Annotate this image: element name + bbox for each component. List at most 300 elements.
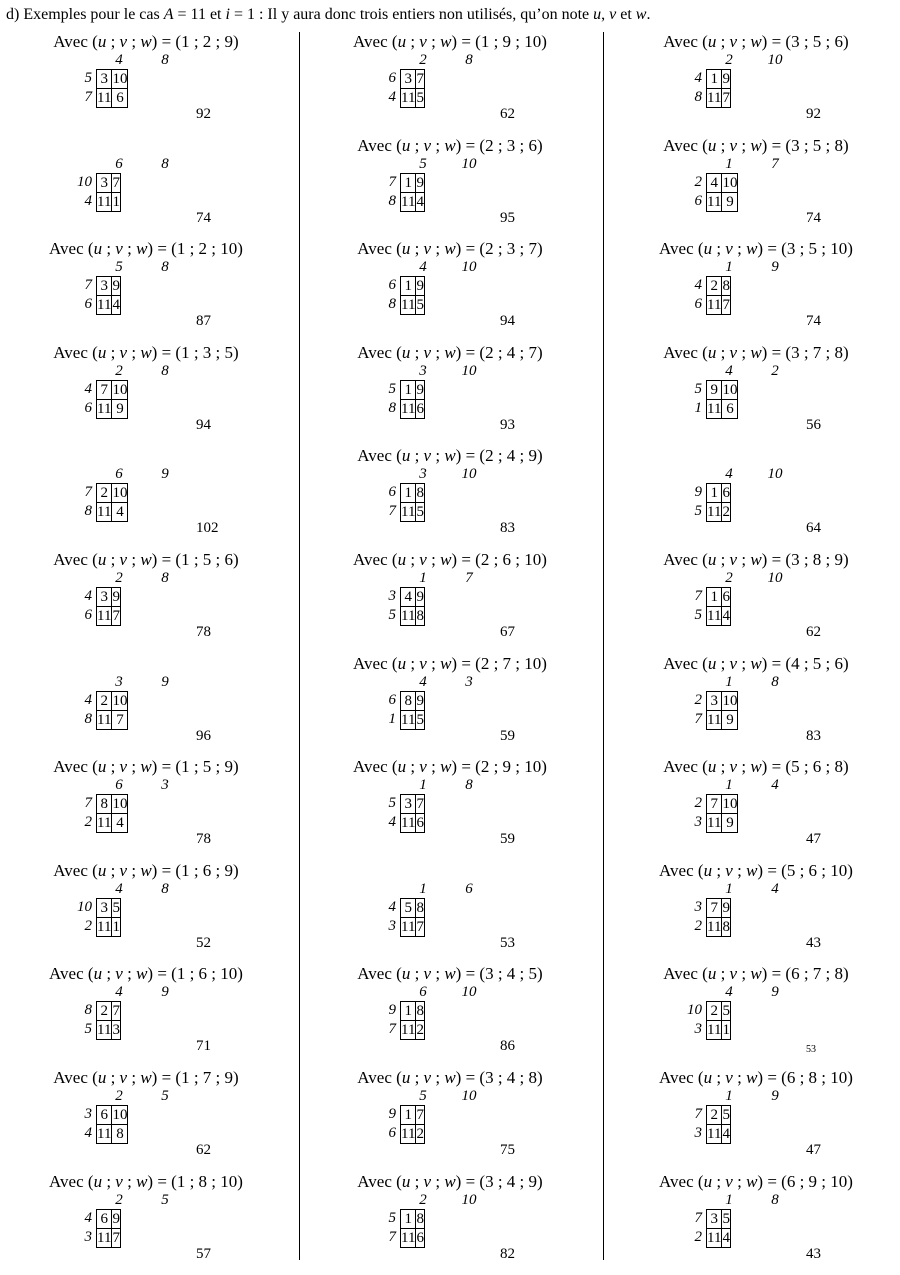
caption-var-v: v [119,757,128,777]
caption-var-u: u [703,239,713,259]
grid-cell: 10 [722,692,738,709]
grid-row [707,1209,731,1228]
grid-cell: 3 [97,277,112,296]
caption-var-v: v [119,1068,128,1087]
caption-sep: ; [406,757,420,777]
example-caption [0,239,292,259]
grid-cell: 4 [112,814,128,833]
grid-cell: 1 [401,484,416,503]
caption-var-u: u [401,1068,411,1087]
caption-avec: Avec ( [53,550,98,569]
block-total: 74 [806,209,821,226]
example-block [0,446,300,550]
caption-avec: Avec ( [663,135,708,155]
grid-cell: 9 [707,380,722,399]
example-caption [304,343,596,363]
caption-close: ) = [455,239,480,259]
caption-sep: ; [127,757,141,777]
caption-var-v: v [725,1068,733,1087]
caption-sep: ; [410,446,424,466]
grid-row [401,70,425,89]
grid-table [706,1209,731,1248]
caption-sep: ; [127,550,141,569]
grid-cell: 11 [401,193,416,210]
column-label: 4 [419,259,427,276]
grid-row [97,1021,121,1040]
caption-close: ) = [455,446,480,466]
grid-cell: 2 [97,1002,112,1021]
block-total: 95 [500,209,515,226]
caption-triple: (1 ; 2 ; 9) [175,32,239,51]
grid-cell: 11 [97,1229,112,1246]
grid-table [706,794,738,833]
caption-sep: ; [127,860,141,880]
grid-table [96,794,128,833]
caption-sep: ; [712,239,726,259]
caption-avec: Avec ( [659,1171,704,1191]
block-total: 93 [500,416,515,433]
grid-table [96,1105,128,1144]
example-caption [610,136,900,156]
caption-var-u: u [707,757,717,777]
grid-row [401,795,425,814]
grid-cell: 5 [112,899,120,916]
caption-var-w: w [140,342,152,362]
grid-row [97,1125,128,1144]
block-total: 83 [500,520,515,537]
row-label: 7 [694,1106,702,1122]
grid-cell: 1 [401,1106,416,1125]
grid-row [401,484,425,503]
caption-triple: (1 ; 8 ; 10) [171,1171,243,1191]
grid-table [706,898,731,937]
caption-avec: Avec ( [357,342,402,362]
block-total: 71 [196,1038,211,1055]
grid-cell: 11 [707,608,722,624]
grid-row [97,1106,128,1125]
row-label: 10 [77,173,92,190]
row-label: 4 [694,70,702,86]
caption-var-w: w [746,1171,758,1191]
caption-var-w: w [750,342,762,362]
caption-sep: ; [431,1068,445,1087]
caption-avec: Avec ( [353,32,398,51]
grid-table [706,587,731,626]
caption-sep: ; [102,239,116,259]
row-label: 6 [84,607,92,623]
row-label: 7 [388,1021,396,1038]
caption-sep: ; [737,342,751,362]
example-caption [610,861,900,881]
caption-sep: ; [431,1171,445,1191]
row-label: 6 [388,1125,396,1141]
caption-triple: (2 ; 3 ; 7) [479,239,543,259]
row-label: 6 [84,399,92,416]
row-label: 2 [694,917,702,934]
grid-cell: 5 [416,504,424,521]
grid-cell: 4 [401,588,416,607]
grid-row [401,1209,425,1228]
row-label: 4 [388,89,396,105]
grid-cell: 6 [416,1229,424,1246]
row-label: 1 [388,710,396,727]
caption-var-v: v [419,550,427,569]
example-block [0,654,300,758]
block-total: 78 [196,624,211,640]
row-label: 7 [388,173,396,190]
column-label: 10 [461,1191,477,1208]
column-label: 5 [419,155,427,172]
grid-cell: 5 [722,1107,730,1123]
caption-sep: ; [716,135,730,155]
column-label: 6 [465,880,473,897]
example-caption [0,550,292,570]
example-caption [0,1172,292,1192]
caption-triple: (1 ; 2 ; 10) [171,239,243,259]
block-total: 86 [500,1038,515,1055]
column-label: 9 [771,259,779,276]
grid-cell: 7 [112,174,120,191]
caption-var-v: v [725,1171,733,1191]
grid-row [97,607,121,626]
column-label: 10 [461,466,477,483]
caption-triple: (3 ; 7 ; 8) [785,342,849,362]
grid-cell: 9 [416,692,424,709]
caption-sep: ; [716,342,730,362]
grid-cell: 2 [707,1002,722,1021]
grid-cell: 7 [722,90,730,106]
caption-sep: ; [106,757,120,777]
row-label: 2 [84,814,92,831]
example-block [0,239,300,343]
example-caption [610,32,900,52]
grid-cell: 11 [97,815,112,832]
caption-var-u: u [707,342,717,362]
block-total: 94 [196,416,211,433]
grid-table [96,69,128,108]
grid-cell: 7 [97,380,112,399]
row-label: 6 [694,192,702,209]
grid-cell: 10 [722,381,738,398]
block-total: 59 [500,831,515,848]
column-label: 4 [115,52,123,68]
caption-var-v: v [423,135,432,155]
grid-row [707,710,738,729]
grid-table [400,1105,425,1144]
column-label: 2 [725,52,733,68]
grid-cell: 8 [416,485,424,502]
row-label: 4 [84,1125,92,1141]
column-label: 1 [725,259,733,276]
caption-var-u: u [97,342,107,362]
grid-cell: 9 [112,589,120,605]
column-label: 4 [771,777,779,794]
grid-cell: 11 [97,1022,112,1039]
example-block [304,1172,604,1275]
grid-cell: 10 [112,71,128,87]
block-total: 56 [806,416,821,433]
example-caption [610,1068,900,1088]
grid-cell: 3 [97,173,112,192]
row-label: 10 [687,1002,702,1019]
row-label: 5 [388,380,396,397]
caption-var-v: v [423,1068,432,1087]
caption-avec: Avec ( [663,653,708,673]
example-caption [610,757,900,777]
example-caption [0,343,292,363]
caption-var-v: v [115,1171,123,1191]
grid-row [401,1228,425,1247]
grid-row [707,1106,731,1125]
grid-row [707,1002,731,1021]
grid-cell: 11 [401,400,416,417]
example-caption [304,446,596,466]
caption-triple: (4 ; 5 ; 6) [785,653,849,673]
caption-sep: ; [106,860,120,880]
block-total: 94 [500,313,515,330]
caption-sep: ; [716,653,730,673]
caption-triple: (2 ; 3 ; 6) [479,135,543,155]
grid-cell: 6 [97,1106,112,1125]
grid-row [97,484,128,503]
caption-var-u: u [401,446,411,466]
caption-var-v: v [729,757,738,777]
block-total: 64 [806,520,821,537]
caption-triple: (5 ; 6 ; 10) [781,860,853,880]
grid-cell: 11 [97,1126,112,1142]
column-label: 9 [771,1088,779,1104]
caption-triple: (1 ; 9 ; 10) [475,32,547,51]
grid-row [97,588,121,607]
column-label: 4 [725,362,733,379]
grid-cell: 9 [416,589,424,605]
example-caption [0,757,292,777]
caption-close: ) = [151,550,176,569]
block-total: 87 [196,313,211,330]
example-caption [0,1068,292,1088]
grid-cell: 4 [722,1229,730,1246]
grid-cell: 4 [112,297,120,314]
grid-cell: 3 [97,898,112,917]
row-label: 5 [84,70,92,86]
column-label: 4 [771,880,779,897]
grid-cell: 8 [97,795,112,814]
column-label: 1 [419,880,427,897]
grid-cell: 8 [416,899,424,916]
grid-cell: 7 [707,795,722,814]
row-label: 6 [388,484,396,501]
row-label: 7 [694,1209,702,1226]
grid-row [401,1002,425,1021]
caption-var-v: v [419,757,427,777]
caption-var-v: v [119,860,128,880]
grid-table [400,794,425,833]
grid-cell: 3 [707,1209,722,1228]
grid-cell: 5 [722,1210,730,1227]
grid-cell: 3 [112,1022,120,1039]
column-label: 10 [461,259,477,276]
column-label: 10 [461,984,477,1001]
row-label: 5 [388,795,396,812]
grid-cell: 11 [97,918,112,935]
caption-sep: ; [737,757,751,777]
block-total: 59 [500,727,515,744]
column-label: 8 [465,52,473,68]
caption-close: ) = [761,342,786,362]
grid-cell: 9 [722,899,730,916]
grid-table [96,587,121,626]
column-label: 2 [771,362,779,379]
block-total: 62 [196,1142,211,1158]
row-label: 2 [694,795,702,812]
caption-close: ) = [761,653,786,673]
grid-row [707,89,731,108]
row-label: 5 [388,607,396,623]
grid-table [96,898,121,937]
heading-text: i [225,6,230,23]
column-label: 2 [115,362,123,379]
caption-close: ) = [455,964,480,984]
caption-var-u: u [401,239,411,259]
caption-avec: Avec ( [353,757,398,777]
grid-cell: 2 [97,484,112,503]
row-label: 2 [84,917,92,934]
grid-cell: 4 [722,1126,730,1142]
row-label: 7 [84,484,92,501]
column-label: 2 [115,1088,123,1104]
block-total: 52 [196,934,211,951]
caption-var-w: w [746,1068,758,1087]
example-block [610,964,900,1068]
grid-cell: 11 [707,918,722,935]
block-total: 82 [500,1245,515,1262]
caption-var-v: v [419,32,427,51]
caption-sep: ; [102,964,116,984]
caption-avec: Avec ( [53,757,98,777]
grid-row [401,1106,425,1125]
caption-var-v: v [729,135,738,155]
grid-cell: 11 [401,90,416,106]
grid-cell: 11 [707,297,722,314]
caption-close: ) = [757,239,782,259]
caption-avec: Avec ( [663,964,708,984]
caption-triple: (3 ; 4 ; 5) [479,964,543,984]
caption-sep: ; [410,1068,424,1087]
grid-table [400,483,425,522]
caption-sep: ; [410,135,424,155]
grid-row [707,192,738,211]
grid-row [401,89,425,108]
row-label: 8 [694,89,702,105]
caption-var-u: u [93,964,103,984]
grid-cell: 11 [401,1022,416,1039]
row-label: 3 [694,1125,702,1141]
row-label: 5 [84,1021,92,1038]
column-label: 6 [115,466,123,483]
caption-triple: (3 ; 5 ; 10) [781,239,853,259]
grid-table [96,276,121,315]
grid-cell: 8 [416,1210,424,1227]
caption-var-v: v [423,342,432,362]
grid-table [400,691,425,730]
caption-var-u: u [97,1068,107,1087]
grid-row [401,399,425,418]
grid-cell: 11 [97,711,112,728]
caption-var-u: u [401,342,411,362]
caption-triple: (2 ; 9 ; 10) [475,757,547,777]
grid-row [97,503,128,522]
grid-row [97,89,128,108]
caption-close: ) = [761,964,786,984]
grid-cell: 11 [401,815,416,832]
caption-var-u: u [97,757,107,777]
caption-triple: (3 ; 8 ; 9) [785,550,849,569]
grid-cell: 11 [707,815,722,832]
column-label: 8 [161,362,169,379]
example-block [610,239,900,343]
caption-triple: (1 ; 7 ; 9) [175,1068,239,1087]
example-caption [610,964,900,984]
block-total: 47 [806,1142,821,1158]
grid-table [706,380,738,419]
row-label: 6 [694,296,702,313]
caption-var-v: v [423,446,432,466]
column-label: 5 [161,1191,169,1208]
column-label: 7 [771,155,779,172]
column-label: 5 [419,1088,427,1104]
grid-cell: 5 [416,711,424,728]
caption-var-u: u [97,32,107,51]
grid-row [707,814,738,833]
caption-var-w: w [444,239,456,259]
grid-cell: 6 [416,815,424,832]
row-label: 4 [84,588,92,604]
block-total: 75 [500,1142,515,1158]
column-label: 3 [115,673,123,690]
caption-var-w: w [444,446,456,466]
column-label: 1 [725,1191,733,1208]
caption-var-u: u [707,964,717,984]
grid-cell: 9 [416,278,424,295]
example-block [610,136,900,240]
grid-row [401,192,425,211]
caption-close: ) = [455,342,480,362]
caption-triple: (3 ; 5 ; 6) [785,32,849,51]
grid-cell: 7 [112,710,128,729]
grid-row [97,1209,121,1228]
caption-avec: Avec ( [659,239,704,259]
grid-table [400,587,425,626]
caption-var-w: w [750,550,762,569]
caption-sep: ; [406,32,420,51]
grid-cell: 1 [707,70,722,89]
caption-var-v: v [119,32,128,51]
caption-triple: (6 ; 8 ; 10) [781,1068,853,1087]
grid-table [96,691,128,730]
grid-cell: 11 [401,297,416,314]
caption-close: ) = [151,757,176,777]
caption-var-w: w [140,1068,152,1087]
row-label: 4 [84,192,92,209]
caption-var-w: w [750,964,762,984]
grid-table [706,691,738,730]
grid-cell: 11 [401,504,416,521]
example-block [610,446,900,550]
grid-cell: 8 [416,1003,424,1020]
caption-sep: ; [732,860,747,880]
caption-close: ) = [757,860,782,880]
grid-cell: 11 [707,400,722,417]
